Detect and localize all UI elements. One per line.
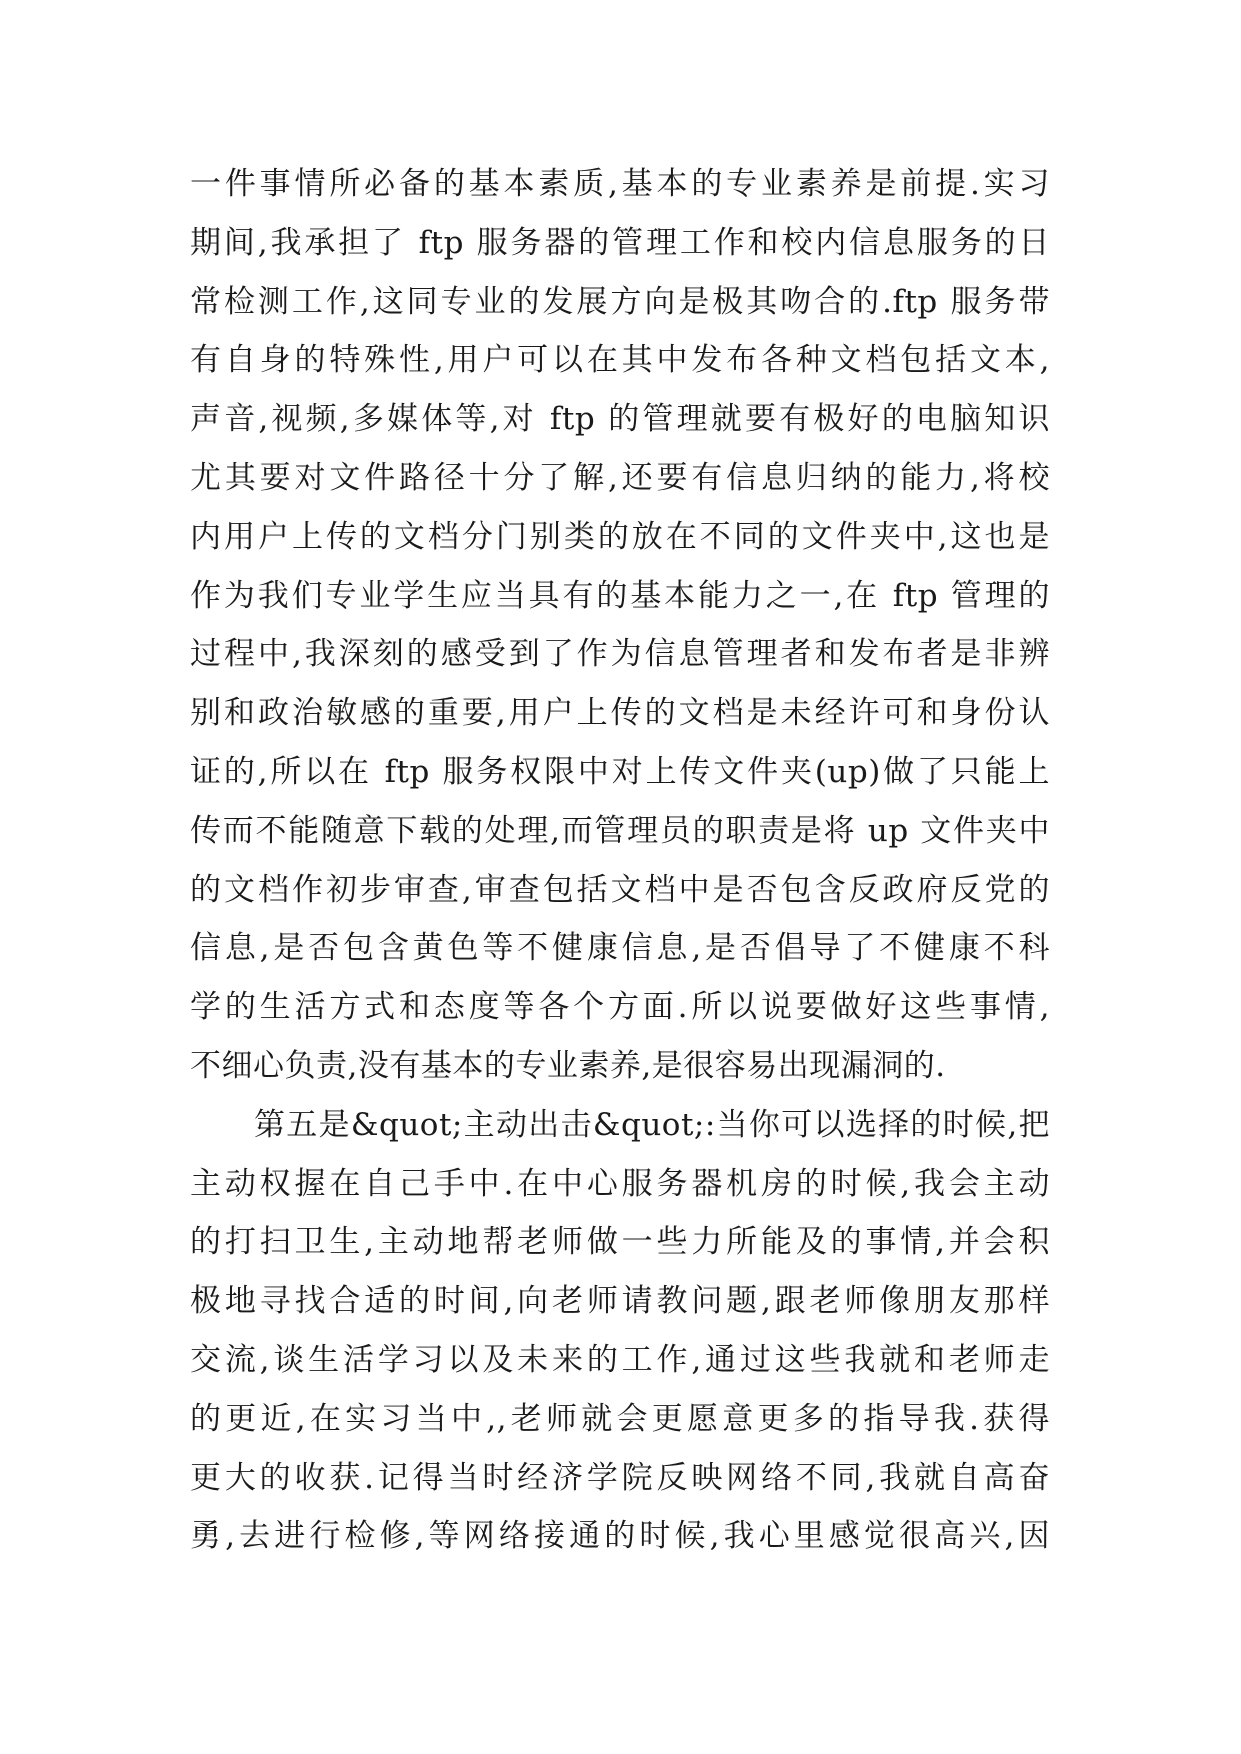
text-line: 交流,谈生活学习以及未来的工作,通过这些我就和老师走 [190, 1341, 1050, 1378]
text-line: 一件事情所必备的基本素质,基本的专业素养是前提.实习 [190, 166, 1050, 202]
text-line: 的文档作初步审查,审查包括文档中是否包含反政府反党的 [190, 871, 1050, 908]
text-line: 的打扫卫生,主动地帮老师做一些力所能及的事情,并会积 [190, 1224, 1050, 1261]
text-line: 的更近,在实习当中,,老师就会更愿意更多的指导我.获得 [190, 1400, 1050, 1437]
text-line: 信息,是否包含黄色等不健康信息,是否倡导了不健康不科 [190, 930, 1050, 967]
text-line: 内用户上传的文档分门别类的放在不同的文件夹中,这也是 [190, 518, 1050, 555]
text-line: 更大的收获.记得当时经济学院反映网络不同,我就自高奋 [190, 1459, 1050, 1496]
paragraph-start-line: 第五是&quot;主动出击&quot;:当你可以选择的时候,把 [254, 1106, 1050, 1143]
text-line: 勇,去进行检修,等网络接通的时候,我心里感觉很高兴,因 [190, 1518, 1050, 1555]
text-line: 证的,所以在 ftp 服务权限中对上传文件夹(up)做了只能上 [190, 753, 1050, 790]
body-text [190, 155, 1050, 1566]
text-line: 尤其要对文件路径十分了解,还要有信息归纳的能力,将校 [190, 459, 1050, 496]
text-line: 学的生活方式和态度等各个方面.所以说要做好这些事情, [190, 989, 1050, 1026]
text-line: 传而不能随意下载的处理,而管理员的职责是将 up 文件夹中 [190, 812, 1050, 849]
text-line: 过程中,我深刻的感受到了作为信息管理者和发布者是非辨 [190, 636, 1050, 673]
text-line: 有自身的特殊性,用户可以在其中发布各种文档包括文本, [190, 342, 1050, 379]
text-line: 主动权握在自己手中.在中心服务器机房的时候,我会主动 [190, 1165, 1050, 1202]
text-line: 极地寻找合适的时间,向老师请教问题,跟老师像朋友那样 [190, 1283, 1050, 1320]
text-line: 期间,我承担了 ftp 服务器的管理工作和校内信息服务的日 [190, 224, 1050, 261]
text-line: 作为我们专业学生应当具有的基本能力之一,在 ftp 管理的 [190, 577, 1050, 614]
text-line: 声音,视频,多媒体等,对 ftp 的管理就要有极好的电脑知识 [190, 401, 1050, 438]
text-line: 常检测工作,这同专业的发展方向是极其吻合的.ftp 服务带 [190, 283, 1050, 320]
text-line: 别和政治敏感的重要,用户上传的文档是未经许可和身份认 [190, 695, 1050, 732]
paragraph-end-line: 不细心负责,没有基本的专业素养,是很容易出现漏洞的. [190, 1047, 946, 1084]
